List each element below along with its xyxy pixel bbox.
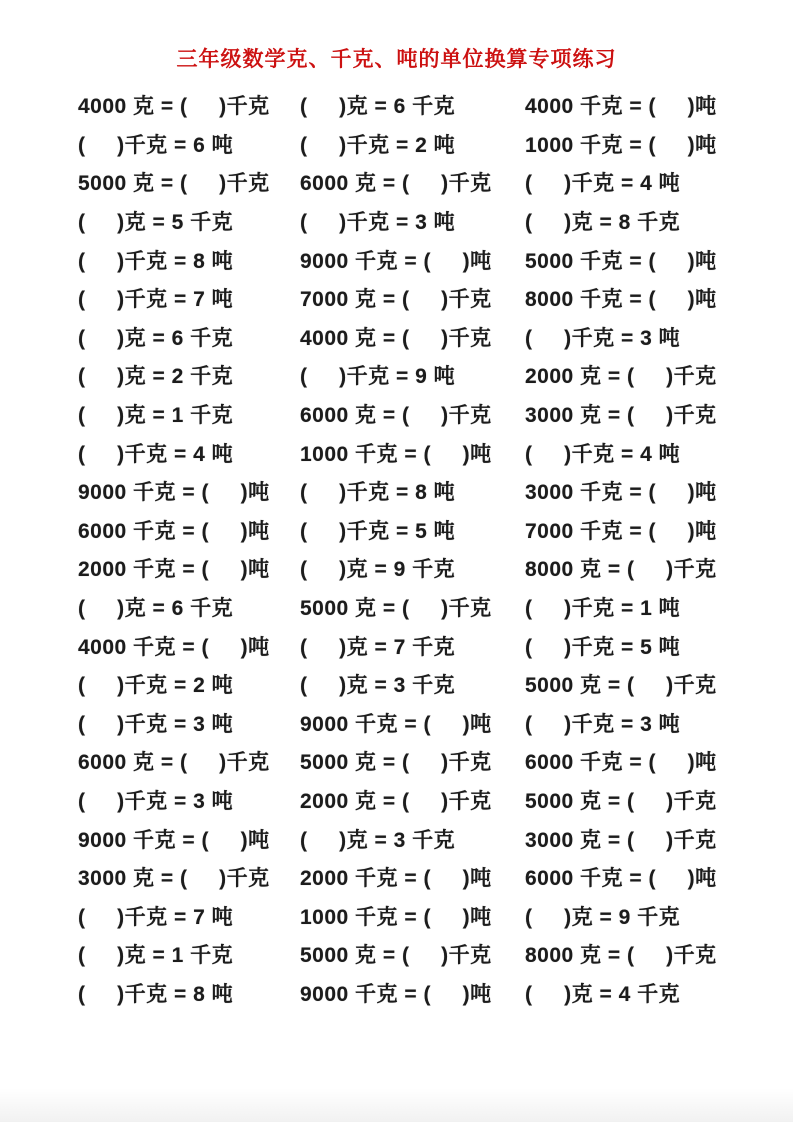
- problem-cell: 9000 千克 = ( )吨: [78, 481, 270, 505]
- problem-cell: 3000 千克 = ( )吨: [525, 481, 717, 505]
- problem-cell: 5000 克 = ( )千克: [300, 751, 492, 775]
- problem-cell: 2000 克 = ( )千克: [300, 789, 492, 813]
- problem-cell: ( )克 = 7 千克: [300, 635, 456, 659]
- problem-row: [78, 549, 773, 588]
- problem-cell: ( )克 = 9 千克: [300, 558, 456, 582]
- problem-cell: 4000 千克 = ( )吨: [525, 95, 717, 119]
- problem-cell: ( )千克 = 2 吨: [78, 674, 234, 698]
- problem-cell: 6000 克 = ( )千克: [300, 404, 492, 428]
- problem-cell: 9000 千克 = ( )吨: [300, 982, 492, 1006]
- problem-cell: ( )千克 = 8 吨: [78, 249, 234, 273]
- problem-row: [78, 472, 773, 511]
- problem-cell: 1000 千克 = ( )吨: [300, 442, 492, 466]
- problem-cell: 4000 克 = ( )千克: [300, 326, 492, 350]
- problem-cell: ( )克 = 3 千克: [300, 828, 456, 852]
- problem-row: [78, 511, 773, 550]
- problem-cell: ( )千克 = 4 吨: [525, 442, 681, 466]
- problem-cell: 5000 千克 = ( )吨: [525, 249, 717, 273]
- problem-row: [78, 704, 773, 743]
- problem-cell: 6000 克 = ( )千克: [300, 172, 492, 196]
- problem-cell: 5000 克 = ( )千克: [300, 944, 492, 968]
- problem-cell: 6000 千克 = ( )吨: [78, 519, 270, 543]
- problem-row: [78, 86, 773, 125]
- problem-cell: ( )千克 = 5 吨: [525, 635, 681, 659]
- problem-cell: ( )千克 = 3 吨: [300, 211, 456, 235]
- problem-row: [78, 781, 773, 820]
- problem-row: [78, 279, 773, 318]
- problem-cell: ( )千克 = 5 吨: [300, 519, 456, 543]
- problem-cell: 8000 克 = ( )千克: [525, 558, 717, 582]
- problem-cell: ( )千克 = 3 吨: [78, 789, 234, 813]
- problem-row: [78, 125, 773, 164]
- problem-cell: 3000 克 = ( )千克: [525, 404, 717, 428]
- problem-row: [78, 202, 773, 241]
- problem-cell: 3000 克 = ( )千克: [525, 828, 717, 852]
- problem-cell: 8000 千克 = ( )吨: [525, 288, 717, 312]
- problem-cell: 7000 克 = ( )千克: [300, 288, 492, 312]
- problem-cell: ( )克 = 9 千克: [525, 905, 681, 929]
- problem-cell: ( )千克 = 8 吨: [300, 481, 456, 505]
- problem-cell: 6000 克 = ( )千克: [78, 751, 270, 775]
- problem-cell: 2000 千克 = ( )吨: [78, 558, 270, 582]
- problem-cell: 5000 克 = ( )千克: [525, 674, 717, 698]
- problem-cell: 1000 千克 = ( )吨: [525, 133, 717, 157]
- problem-cell: ( )千克 = 3 吨: [525, 712, 681, 736]
- problem-row: [78, 318, 773, 357]
- problem-cell: 9000 千克 = ( )吨: [300, 712, 492, 736]
- problem-cell: ( )千克 = 6 吨: [78, 133, 234, 157]
- problem-cell: ( )克 = 6 千克: [78, 597, 234, 621]
- problem-cell: 4000 克 = ( )千克: [78, 95, 270, 119]
- problem-cell: 5000 克 = ( )千克: [300, 597, 492, 621]
- problem-cell: 9000 千克 = ( )吨: [300, 249, 492, 273]
- problem-cell: 1000 千克 = ( )吨: [300, 905, 492, 929]
- problem-row: [78, 433, 773, 472]
- problem-cell: 8000 克 = ( )千克: [525, 944, 717, 968]
- problem-cell: 5000 克 = ( )千克: [78, 172, 270, 196]
- problem-row: [78, 665, 773, 704]
- problem-cell: ( )克 = 1 千克: [78, 404, 234, 428]
- problem-cell: ( )千克 = 1 吨: [525, 597, 681, 621]
- problem-row: [78, 588, 773, 627]
- problem-cell: ( )克 = 4 千克: [525, 982, 681, 1006]
- problem-cell: ( )千克 = 4 吨: [78, 442, 234, 466]
- problem-cell: ( )千克 = 4 吨: [525, 172, 681, 196]
- problem-cell: 7000 千克 = ( )吨: [525, 519, 717, 543]
- problem-row: [78, 163, 773, 202]
- problem-cell: ( )千克 = 2 吨: [300, 133, 456, 157]
- problem-row: [78, 356, 773, 395]
- problem-row: [78, 395, 773, 434]
- problem-cell: ( )克 = 3 千克: [300, 674, 456, 698]
- problem-cell: 3000 克 = ( )千克: [78, 867, 270, 891]
- problem-row: [78, 626, 773, 665]
- problem-cell: ( )克 = 5 千克: [78, 211, 234, 235]
- problem-cell: ( )千克 = 8 吨: [78, 982, 234, 1006]
- problem-cell: 5000 克 = ( )千克: [525, 789, 717, 813]
- worksheet-title: 三年级数学克、千克、吨的单位换算专项练习: [176, 48, 617, 71]
- problem-cell: 2000 克 = ( )千克: [525, 365, 717, 389]
- problem-row: [78, 858, 773, 897]
- problem-cell: 6000 千克 = ( )吨: [525, 751, 717, 775]
- problem-cell: ( )千克 = 3 吨: [78, 712, 234, 736]
- problem-cell: ( )千克 = 9 吨: [300, 365, 456, 389]
- problem-cell: ( )千克 = 7 吨: [78, 905, 234, 929]
- problem-cell: 6000 千克 = ( )吨: [525, 867, 717, 891]
- problem-row: [78, 935, 773, 974]
- problem-cell: ( )克 = 6 千克: [300, 95, 456, 119]
- problem-cell: 2000 千克 = ( )吨: [300, 867, 492, 891]
- problem-cell: ( )千克 = 3 吨: [525, 326, 681, 350]
- problem-cell: ( )克 = 6 千克: [78, 326, 234, 350]
- problem-cell: ( )克 = 1 千克: [78, 944, 234, 968]
- problem-cell: ( )克 = 2 千克: [78, 365, 234, 389]
- problem-cell: ( )克 = 8 千克: [525, 211, 681, 235]
- problem-row: [78, 974, 773, 1013]
- problem-cell: 9000 千克 = ( )吨: [78, 828, 270, 852]
- problem-cell: ( )千克 = 7 吨: [78, 288, 234, 312]
- problem-row: [78, 742, 773, 781]
- problem-row: [78, 240, 773, 279]
- scan-shadow: [0, 1088, 793, 1122]
- problem-cell: 4000 千克 = ( )吨: [78, 635, 270, 659]
- problem-row: [78, 819, 773, 858]
- problem-row: [78, 896, 773, 935]
- problem-grid: [78, 86, 773, 1012]
